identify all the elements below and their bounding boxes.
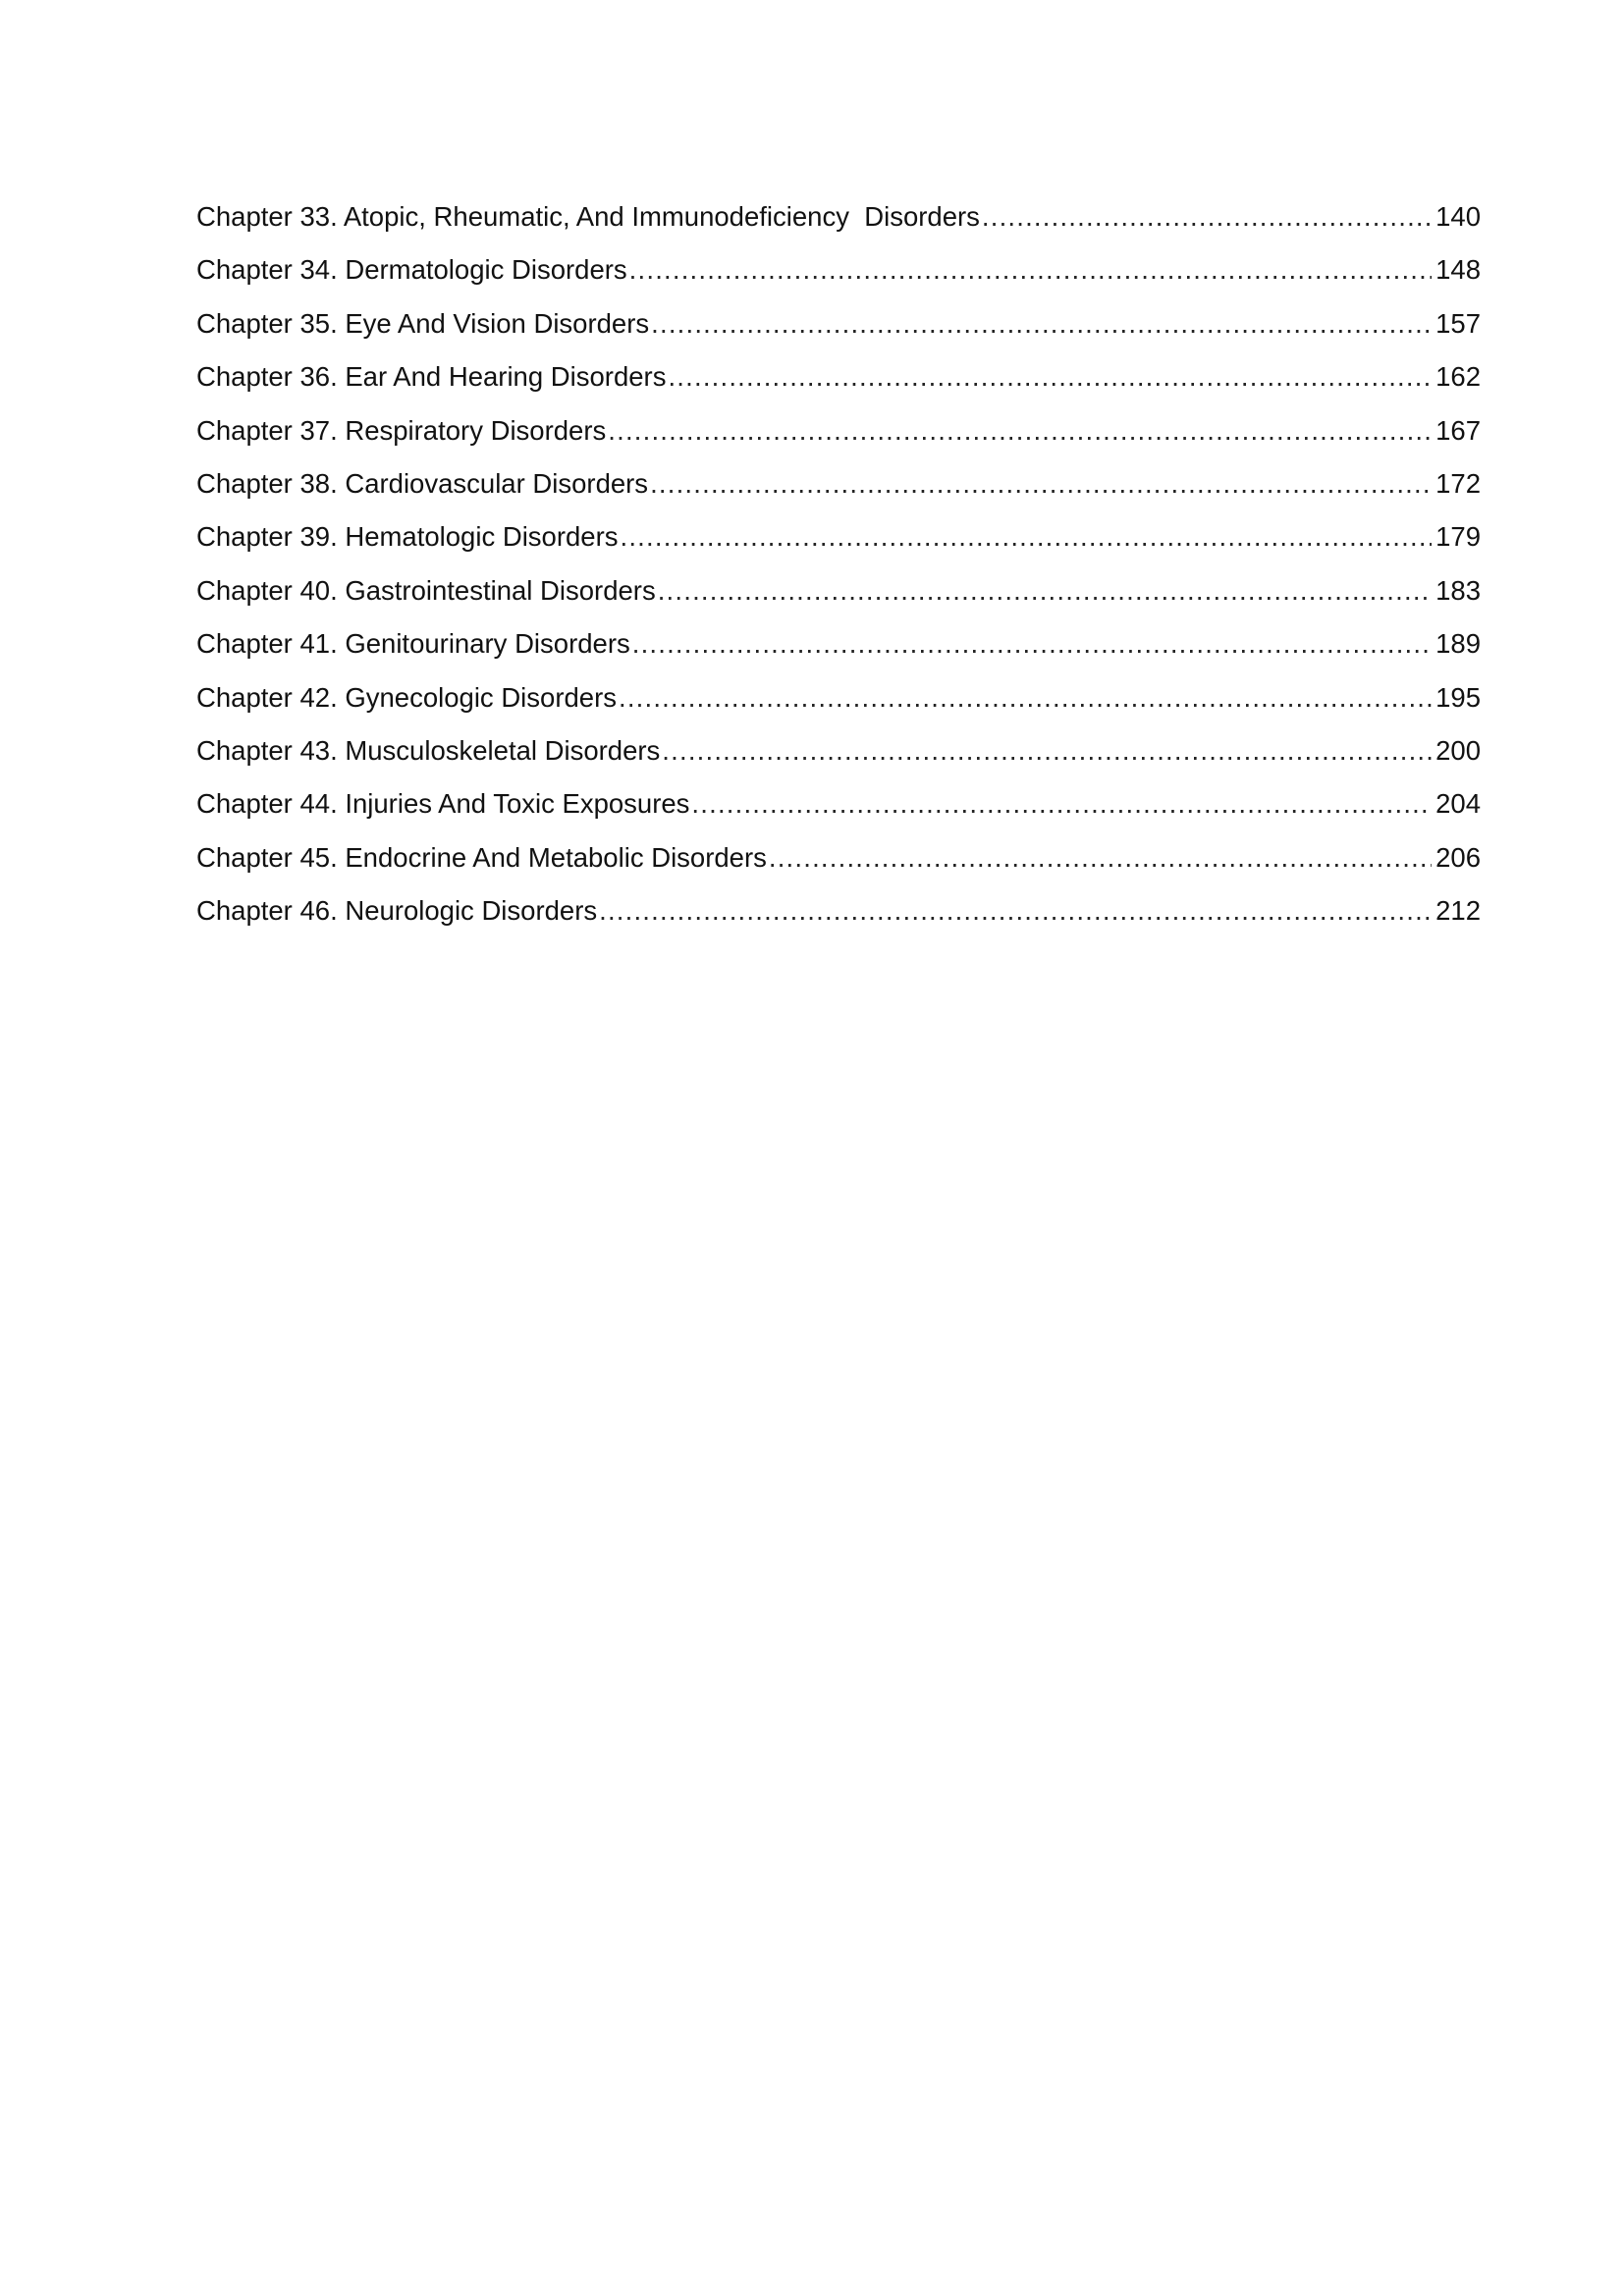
toc-entry-chapter-37[interactable] bbox=[196, 404, 1481, 457]
toc-entry-title: Chapter 44. Injuries And Toxic Exposures bbox=[196, 788, 690, 820]
toc-entry-title: Chapter 41. Genitourinary Disorders bbox=[196, 628, 630, 660]
dot-leader bbox=[599, 884, 1432, 937]
toc-entry-title: Chapter 35. Eye And Vision Disorders bbox=[196, 307, 650, 339]
toc-entry-chapter-42[interactable] bbox=[196, 671, 1481, 724]
toc-entry-page-number: 200 bbox=[1435, 734, 1481, 766]
toc-entry-page-number: 189 bbox=[1435, 628, 1481, 660]
toc-entry-title: Chapter 34. Dermatologic Disorders bbox=[196, 254, 627, 286]
toc-entry-chapter-43[interactable] bbox=[196, 724, 1481, 777]
toc-entry-chapter-45[interactable] bbox=[196, 831, 1481, 884]
toc-entry-page-number: 140 bbox=[1435, 201, 1481, 232]
toc-entry-title: Chapter 39. Hematologic Disorders bbox=[196, 521, 619, 553]
dot-leader bbox=[632, 617, 1432, 670]
dot-leader bbox=[769, 831, 1432, 884]
toc-entry-chapter-36[interactable] bbox=[196, 350, 1481, 403]
toc-entry-title: Chapter 40. Gastrointestinal Disorders bbox=[196, 574, 656, 606]
toc-entry-page-number: 212 bbox=[1435, 895, 1481, 927]
dot-leader bbox=[662, 724, 1432, 777]
toc-entry-page-number: 157 bbox=[1435, 307, 1481, 339]
toc-entry-page-number: 167 bbox=[1435, 414, 1481, 446]
toc-entry-page-number: 204 bbox=[1435, 788, 1481, 820]
toc-entry-title: Chapter 46. Neurologic Disorders bbox=[196, 895, 598, 927]
toc-entry-chapter-38[interactable] bbox=[196, 457, 1481, 510]
toc-entry-chapter-39[interactable] bbox=[196, 510, 1481, 563]
toc-entry-chapter-33[interactable] bbox=[196, 190, 1481, 243]
toc-entry-title: Chapter 38. Cardiovascular Disorders bbox=[196, 467, 649, 499]
toc-entry-title: Chapter 43. Musculoskeletal Disorders bbox=[196, 734, 661, 766]
toc-entry-chapter-41[interactable] bbox=[196, 617, 1481, 670]
toc-entry-title: Chapter 42. Gynecologic Disorders bbox=[196, 681, 617, 713]
toc-entry-title: Chapter 33. Atopic, Rheumatic, And Immunodeficiency Disorders bbox=[196, 201, 980, 232]
toc-entry-page-number: 162 bbox=[1435, 361, 1481, 393]
toc-entry-page-number: 206 bbox=[1435, 841, 1481, 873]
dot-leader bbox=[651, 297, 1432, 350]
toc-entry-chapter-46[interactable] bbox=[196, 884, 1481, 937]
dot-leader bbox=[982, 190, 1432, 243]
toc-entry-page-number: 183 bbox=[1435, 574, 1481, 606]
toc-entry-title: Chapter 37. Respiratory Disorders bbox=[196, 414, 607, 446]
toc-entry-chapter-35[interactable] bbox=[196, 297, 1481, 350]
dot-leader bbox=[629, 243, 1432, 296]
table-of-contents bbox=[196, 190, 1481, 937]
toc-entry-title: Chapter 36. Ear And Hearing Disorders bbox=[196, 361, 667, 393]
toc-entry-title: Chapter 45. Endocrine And Metabolic Disorders bbox=[196, 841, 767, 873]
toc-entry-chapter-34[interactable] bbox=[196, 243, 1481, 296]
dot-leader bbox=[608, 404, 1432, 457]
toc-entry-page-number: 179 bbox=[1435, 521, 1481, 553]
toc-entry-page-number: 172 bbox=[1435, 467, 1481, 499]
toc-entry-page-number: 148 bbox=[1435, 254, 1481, 286]
dot-leader bbox=[668, 350, 1432, 403]
toc-entry-chapter-40[interactable] bbox=[196, 564, 1481, 617]
dot-leader bbox=[658, 564, 1432, 617]
dot-leader bbox=[621, 510, 1433, 563]
dot-leader bbox=[691, 777, 1432, 830]
toc-entry-page-number: 195 bbox=[1435, 681, 1481, 713]
dot-leader bbox=[650, 457, 1432, 510]
dot-leader bbox=[619, 671, 1432, 724]
toc-entry-chapter-44[interactable] bbox=[196, 777, 1481, 830]
